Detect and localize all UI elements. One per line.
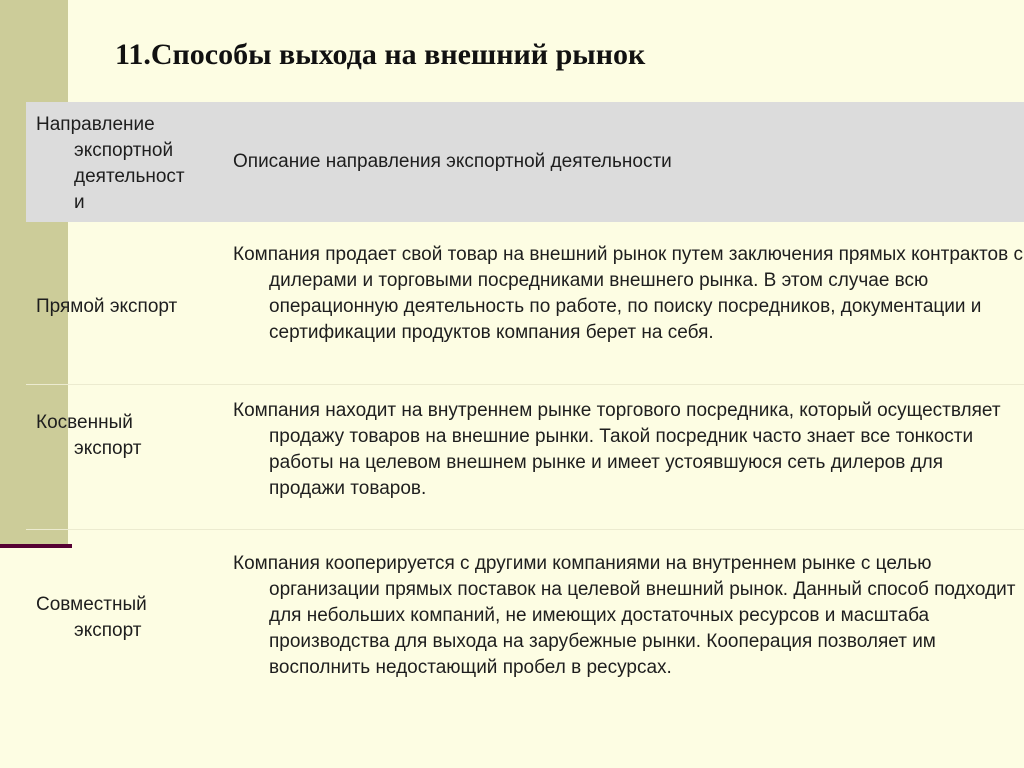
header-direction <box>36 112 216 216</box>
row-name-line: экспорт <box>74 438 142 459</box>
row-name <box>36 410 216 462</box>
row-name <box>36 294 216 320</box>
row-name-line: Косвенный <box>36 412 133 433</box>
header-direction-line: и <box>74 192 85 213</box>
header-direction-line: Направление <box>36 114 155 135</box>
export-methods-table <box>26 102 1024 726</box>
row-name-line: экспорт <box>74 620 142 641</box>
slide-title: 11.Способы выхода на внешний рынок <box>115 38 646 71</box>
row-name <box>36 592 216 644</box>
header-direction-line: деятельност <box>74 166 185 187</box>
row-description: Компания кооперируется с другими компаниями на внутреннем рынке с целью организации прямых поставок на целевой внешний рынок. Данный способ подходит для небольших компаний, не имеющих достаточных ресурсов и масштаба производства для выхода на зарубежные рынки. Кооперация позволяет им восполнить недостающий пробел в ресурсах. <box>233 553 1016 678</box>
table-row <box>26 530 1024 726</box>
header-direction-line: экспортной <box>74 140 174 161</box>
row-description: Компания продает свой товар на внешний рынок путем заключения прямых контрактов с дилерами и торговыми посредниками внешнего рынка. В этом случае всю операционную деятельность по работе, по поиску посредников, документации и сертификации продуктов компания берет на себя. <box>233 244 1023 343</box>
table-row <box>26 222 1024 385</box>
header-description: Описание направления экспортной деятельности <box>233 151 672 172</box>
table-row <box>26 385 1024 530</box>
row-name-line: Прямой экспорт <box>36 296 178 317</box>
row-name-line: Совместный <box>36 594 147 615</box>
row-description: Компания находит на внутреннем рынке торгового посредника, который осуществляет продажу товаров на внешние рынки. Такой посредник часто знает все тонкости работы на целевом внешнем рынке и имеет устоявшуюся сеть дилеров для продажи товаров. <box>233 400 1001 499</box>
table-header-row <box>26 102 1024 222</box>
